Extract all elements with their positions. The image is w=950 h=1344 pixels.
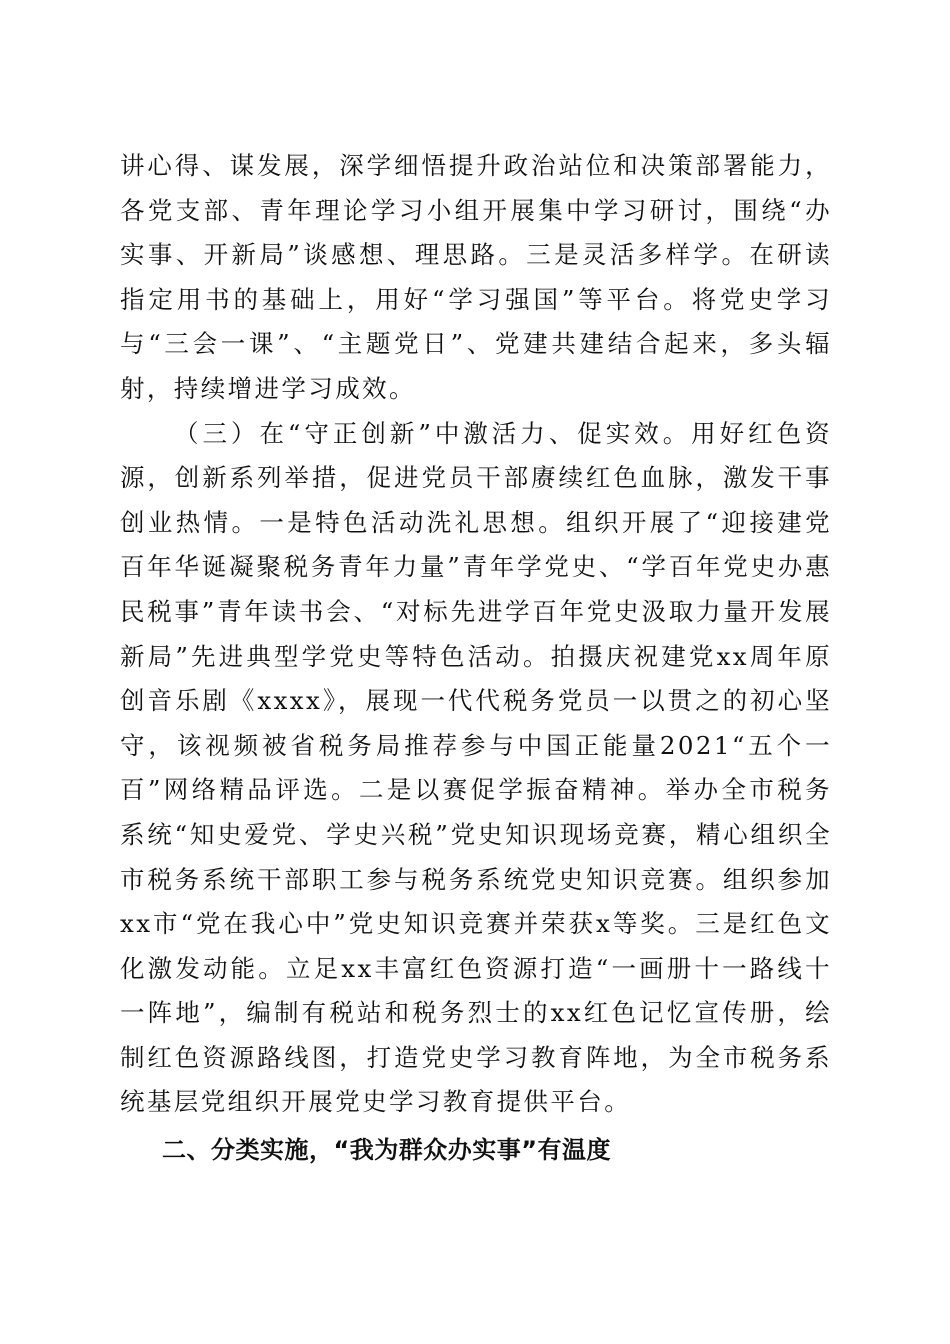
document-page xyxy=(120,144,832,1175)
body-paragraph-continued: 讲心得、谋发展，深学细悟提升政治站位和决策部署能力，各党支部、青年理论学习小组开展集中学习研讨，围绕“办实事、开新局”谈感想、理思路。三是灵活多样学。在研读指定用书的基础上，用好“学习强国”等平台。将党史学习与“三会一课”、“主题党日”、党建共建结合起来，多头辐射，持续增进学习成效。 xyxy=(120,151,832,403)
body-paragraph-section-three: （三）在“守正创新”中激活力、促实效。用好红色资源，创新系列举措，促进党员干部赓续红色血脉，激发干事创业热情。一是特色活动洗礼思想。组织开展了“迎接建党百年华诞凝聚税务青年力量”青年学党史、“学百年党史办惠民税事”青年读书会、“对标先进学百年党史汲取力量开发展新局”先进典型学党史等特色活动。拍摄庆祝建党xx周年原创音乐剧《xxxx》，展现一代代税务党员一以贯之的初心坚守，该视频被省税务局推荐参与中国正能量2021“五个一百”网络精品评选。二是以赛促学振奋精神。举办全市税务系统“知史爱党、学史兴税”党史知识现场竞赛，精心组织全市税务系统干部职工参与税务系统党史知识竞赛。组织参加xx市“党在我心中”党史知识竞赛并荣获x等奖。三是红色文化激发动能。立足xx丰富红色资源打造“一画册十一路线十一阵地”，编制有税站和税务烈士的xx红色记忆宣传册，绘制红色资源路线图，打造党史学习教育阵地，为全市税务系统基层党组织开展党史学习教育提供平台。 xyxy=(120,418,832,1117)
section-heading: 二、分类实施，“我为群众办实事”有温度 xyxy=(162,1136,612,1165)
